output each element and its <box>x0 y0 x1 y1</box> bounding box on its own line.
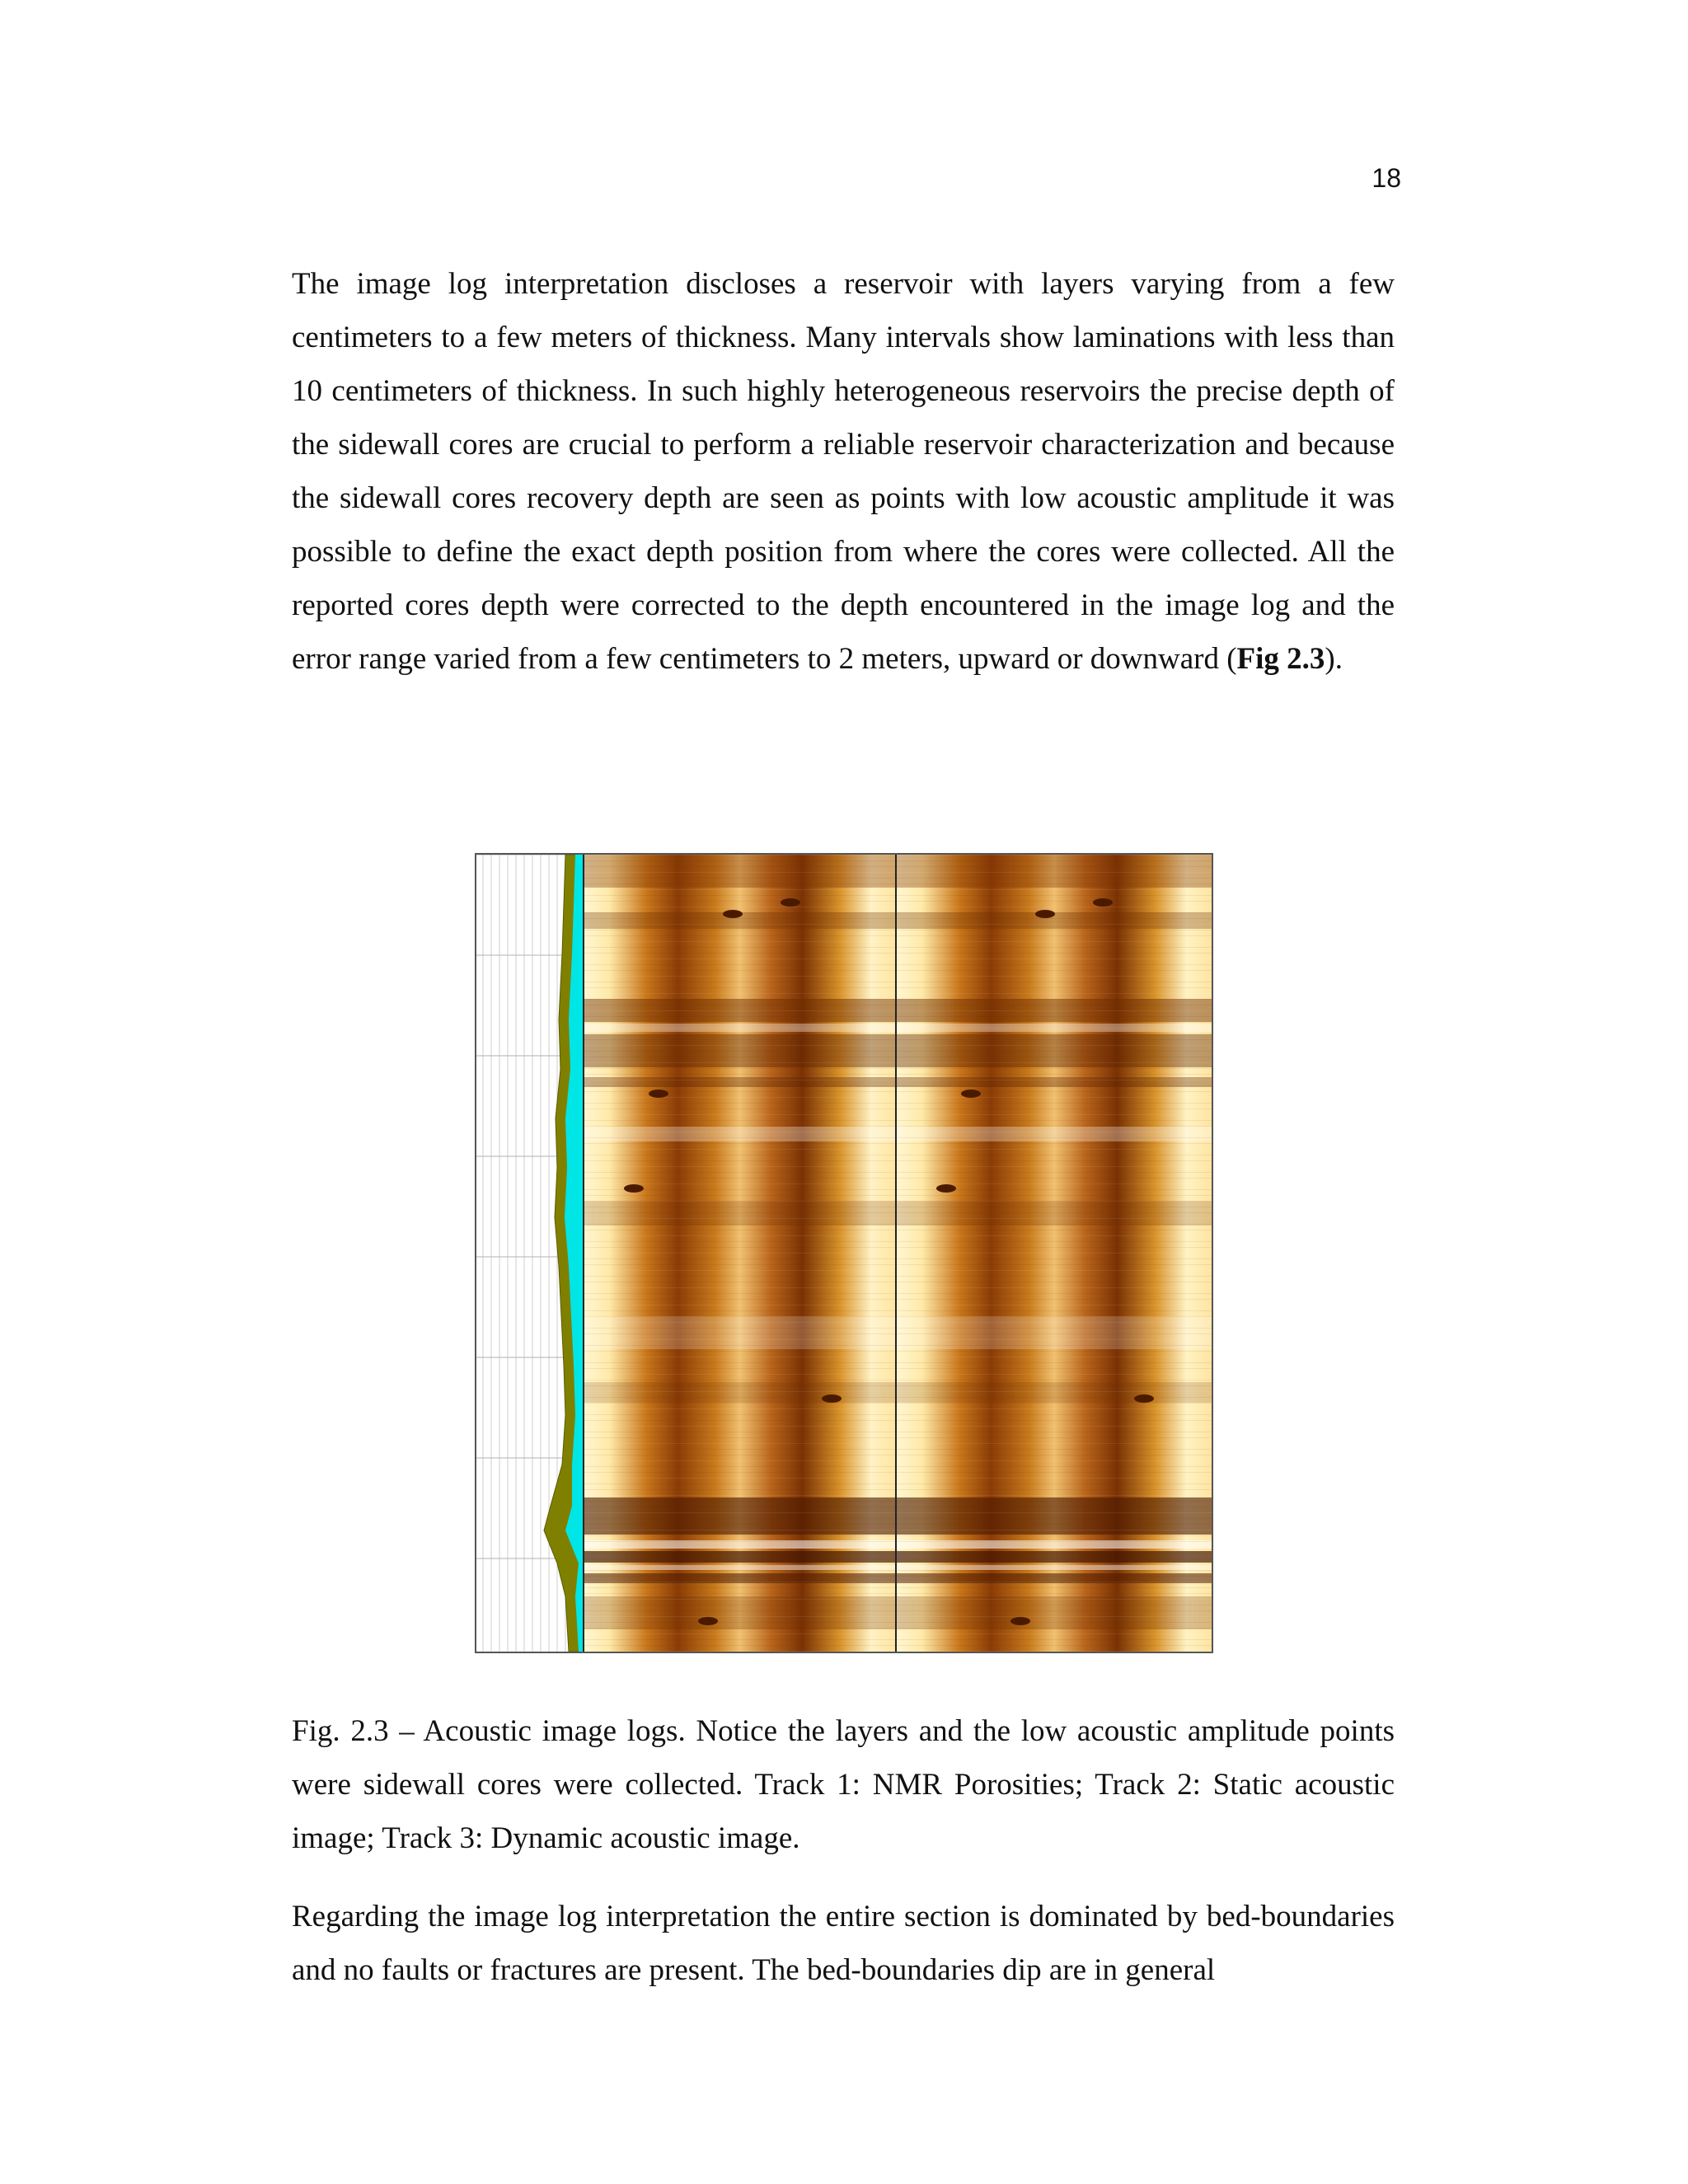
acoustic-image-log-graphic <box>476 855 1212 1652</box>
acoustic-image-log-figure <box>475 853 1213 1653</box>
paragraph-1-text: The image log interpretation discloses a reservoir with layers varying from a few centimeters to a few meters of thickness. Many intervals show laminations with less than 10 centimeters of thickness. In such highly heterogeneous reservoirs the precise depth of the sidewall cores are crucial to perform a reliable reservoir characterization and because the sidewall cores recovery depth are seen as points with low acoustic amplitude it was possible to define the exact depth position from where the cores were collected. All the reported cores depth were corrected to the depth encountered in the image log and the error range varied from a few centimeters to 2 meters, upward or downward ( <box>292 267 1395 676</box>
track-1-nmr-porosity <box>476 855 584 1652</box>
body-paragraph-2: Regarding the image log interpretation the entire section is dominated by bed-boundaries and no faults or fractures are present. The bed-boundaries dip are in general <box>292 1900 1395 1987</box>
paragraph-1-end: ). <box>1325 642 1343 676</box>
figure-reference: Fig 2.3 <box>1236 642 1325 676</box>
body-paragraph-1 <box>292 257 1395 686</box>
figure-caption: Fig. 2.3 – Acoustic image logs. Notice the layers and the low acoustic amplitude points were sidewall cores were collected. Track 1: NMR Porosities; Track 2: Static acoustic image; Track 3: Dynamic acoustic image. <box>292 1714 1395 1855</box>
page-number: 18 <box>1372 163 1401 193</box>
track-2-static-acoustic-image <box>584 855 896 1652</box>
track-3-dynamic-acoustic-image <box>897 855 1212 1652</box>
